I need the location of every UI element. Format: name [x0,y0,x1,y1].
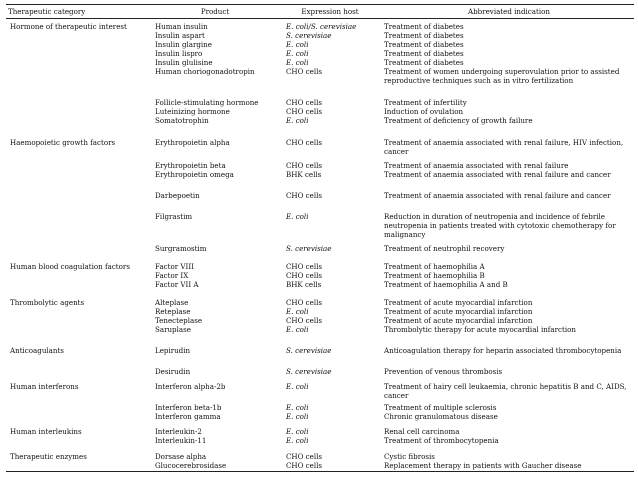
category-label: Therapeutic enzymes [10,452,87,461]
indication-text: Treatment of thrombocytopenia [384,436,499,445]
category-label: Haemopoietic growth factors [10,138,116,147]
expression-host: CHO cells [286,452,323,461]
indication-text: Treatment of acute myocardial infarction [384,316,533,325]
product-name: Insulin lispro [155,49,203,58]
product-name: Somatotrophin [155,116,209,125]
category-label: Anticoagulants [10,346,64,355]
product-name: Saruplase [155,325,191,334]
indication-text: Treatment of neutrophil recovery [384,244,505,253]
expression-host: E. coli [286,49,309,58]
table-top-rule [6,4,634,5]
product-name: Interleukin-11 [155,436,207,445]
indication-text: Treatment of acute myocardial infarction [384,298,533,307]
expression-host: E. coli [286,436,309,445]
product-name: Human choriogonadotropin [155,67,255,76]
expression-host: S. cerevisiae [286,244,332,253]
product-name: Interferon alpha-2b [155,382,226,391]
product-name: Interferon gamma [155,412,221,421]
expression-host: E. coli [286,212,309,221]
expression-host: BHK cells [286,170,322,179]
indication-text: Treatment of acute myocardial infarction [384,307,533,316]
product-name: Factor VIII [155,262,194,271]
indication-text: Treatment of infertility [384,98,467,107]
indication-text: Treatment of diabetes [384,31,464,40]
product-name: Desirudin [155,367,191,376]
indication-text: Treatment of diabetes [384,49,464,58]
expression-host: E. coli [286,382,309,391]
expression-host: CHO cells [286,98,323,107]
category-label: Thrombolytic agents [10,298,85,307]
indication-text: Prevention of venous thrombosis [384,367,503,376]
product-name: Erythropoietin alpha [155,138,230,147]
expression-host: CHO cells [286,298,323,307]
product-name: Interferon beta-1b [155,403,222,412]
header-host: Expression host [301,7,359,16]
product-name: Interleukin-2 [155,427,202,436]
expression-host: CHO cells [286,271,323,280]
expression-host: E. coli [286,116,309,125]
expression-host: S. cerevisiae [286,31,332,40]
product-name: Darbepoetin [155,191,200,200]
indication-text: Treatment of diabetes [384,40,464,49]
indication-text: Replacement therapy in patients with Gaucher disease [384,461,582,470]
expression-host: E. coli [286,40,309,49]
header-category: Therapeutic category [8,7,86,16]
indication-text: Cystic fibrosis [384,452,435,461]
indication-text: Treatment of multiple sclerosis [384,403,497,412]
indication-text: Anticoagulation therapy for heparin associated thrombocytopenia [384,346,622,355]
indication-text: Induction of ovulation [384,107,464,116]
product-name: Filgrastim [155,212,193,221]
indication-text: Treatment of deficiency of growth failure [384,116,533,125]
product-name: Luteinizing hormone [155,107,230,116]
expression-host: CHO cells [286,461,323,470]
expression-host: E. coli [286,412,309,421]
indication-text: Chronic granulomatous disease [384,412,498,421]
expression-host: CHO cells [286,107,323,116]
product-name: Human insulin [155,22,208,31]
indication-text: Treatment of haemophilia A and B [384,280,508,289]
expression-host: E. coli [286,427,309,436]
table-bottom-rule [6,471,634,472]
product-name: Glucocerebrosidase [155,461,227,470]
expression-host: BHK cells [286,280,322,289]
header-product: Product [200,7,230,16]
product-name: Alteplase [155,298,189,307]
expression-host: E. coli [286,58,309,67]
indication-text: Treatment of anaemia associated with renal failure, HIV infection, cancer [384,138,624,157]
expression-host: CHO cells [286,138,323,147]
product-name: Tenecteplase [155,316,203,325]
header-rule [6,18,634,19]
category-label: Human interferons [10,382,79,391]
product-name: Factor VII A [155,280,199,289]
indication-text: Treatment of anaemia associated with renal failure and cancer [384,191,611,200]
product-name: Surgramostim [155,244,207,253]
product-name: Reteplase [155,307,191,316]
expression-host: S. cerevisiae [286,367,332,376]
indication-text: Renal cell carcinoma [384,427,460,436]
indication-text: Treatment of diabetes [384,22,464,31]
product-name: Insulin glulisine [155,58,213,67]
indication-text: Treatment of hairy cell leukaemia, chronic hepatitis B and C, AIDS, cancer [384,382,627,401]
product-name: Dorsase alpha [155,452,207,461]
expression-host: E. coli/S. cerevisiae [286,22,357,31]
expression-host: CHO cells [286,316,323,325]
product-name: Lepirudin [155,346,191,355]
indication-text: Reduction in duration of neutropenia and incidence of febrile neutropenia in patients treated with cytotoxic chemotherapy for malignancy [384,212,616,240]
indication-text: Treatment of anaemia associated with renal failure and cancer [384,170,611,179]
expression-host: E. coli [286,307,309,316]
product-name: Insulin aspart [155,31,205,40]
expression-host: CHO cells [286,161,323,170]
expression-host: CHO cells [286,191,323,200]
product-name: Factor IX [155,271,189,280]
category-label: Human interleukins [10,427,82,436]
indication-text: Treatment of women undergoing superovulation prior to assisted reproductive techniques such as in vitro fertilization [384,67,620,86]
product-name: Erythropoietin beta [155,161,226,170]
expression-host: E. coli [286,403,309,412]
product-name: Erythropoietin omega [155,170,234,179]
expression-host: E. coli [286,325,309,334]
category-label: Human blood coagulation factors [10,262,130,271]
indication-text: Treatment of haemophilia B [384,271,485,280]
category-label: Hormone of therapeutic interest [10,22,127,31]
header-indication: Abbreviated indication [468,7,550,16]
product-name: Follicle-stimulating hormone [155,98,259,107]
product-name: Insulin glargine [155,40,212,49]
indication-text: Thrombolytic therapy for acute myocardial infarction [384,325,576,334]
indication-text: Treatment of anaemia associated with renal failure [384,161,569,170]
indication-text: Treatment of haemophilia A [384,262,485,271]
expression-host: S. cerevisiae [286,346,332,355]
expression-host: CHO cells [286,67,323,76]
indication-text: Treatment of diabetes [384,58,464,67]
expression-host: CHO cells [286,262,323,271]
